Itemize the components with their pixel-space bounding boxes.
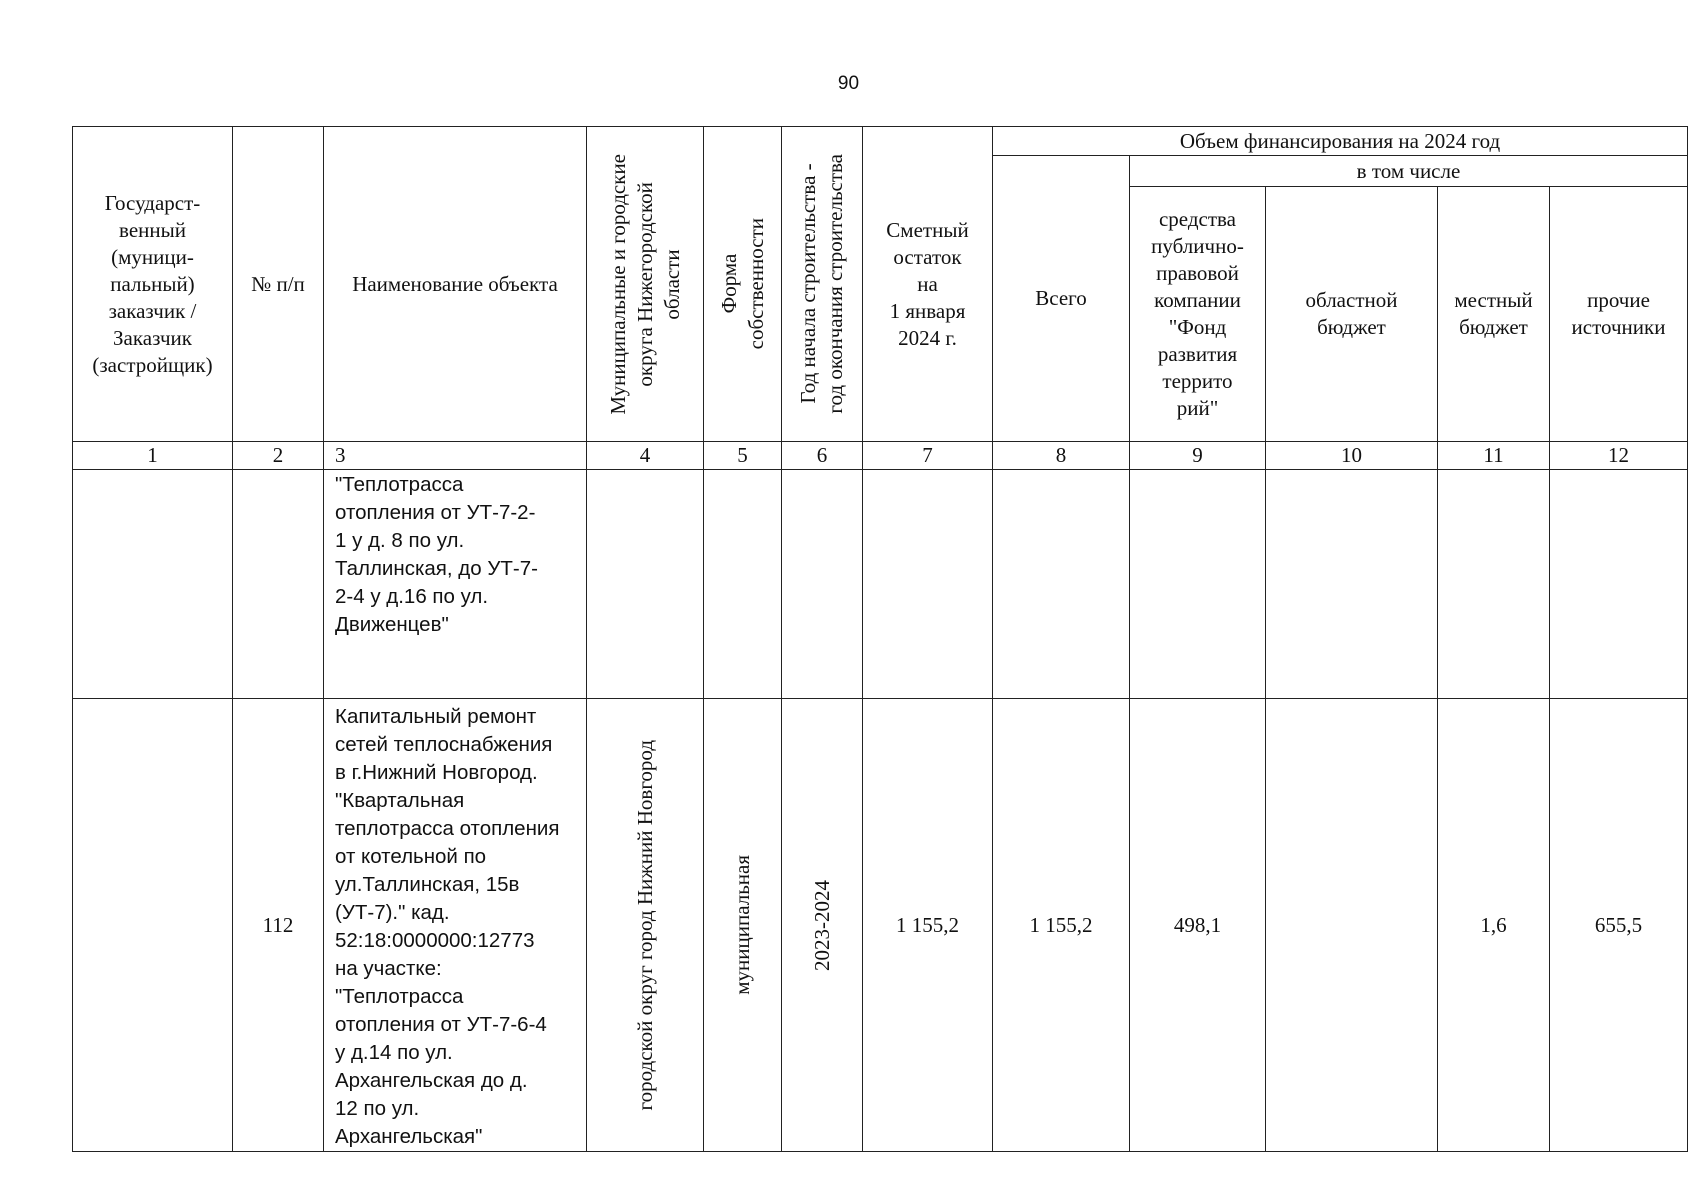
row-local: 1,6: [1438, 699, 1550, 1152]
column-number: 11: [1438, 442, 1550, 470]
header-local: местный бюджет: [1438, 187, 1550, 442]
column-number-row: [73, 442, 1688, 470]
header-other: прочие источники: [1550, 187, 1688, 442]
row-fund: [1130, 470, 1266, 699]
page-number: 90: [837, 73, 860, 94]
row-years-text: 2023-2024: [809, 879, 834, 971]
row-object-name: "Теплотрасса отопления от УТ-7-2- 1 у д. 8 по ул. Таллинская, до УТ-7- 2-4 у д.16 по ул. Движенцев": [324, 470, 587, 699]
header-object-name: Наименование объекта: [324, 127, 587, 442]
header-fund: средства публично- правовой компании "Фонд развития террито рий": [1130, 187, 1266, 442]
column-number: 7: [863, 442, 993, 470]
row-number: [233, 470, 324, 699]
row-ownership: [704, 699, 782, 1152]
column-number: 2: [233, 442, 324, 470]
column-number: 12: [1550, 442, 1688, 470]
row-municipality: [587, 470, 704, 699]
row-other: [1550, 470, 1688, 699]
row-balance: [863, 470, 993, 699]
row-fund: 498,1: [1130, 699, 1266, 1152]
row-local: [1438, 470, 1550, 699]
column-number: 6: [782, 442, 863, 470]
header-ownership-text: Форма собственности: [716, 218, 768, 350]
row-years: [782, 470, 863, 699]
row-number: 112: [233, 699, 324, 1152]
header-balance: Сметный остаток на 1 января 2024 г.: [863, 127, 993, 442]
header-total: Всего: [993, 156, 1130, 442]
row-object-name: Капитальный ремонт сетей теплоснабжения в г.Нижний Новгород. "Квартальная теплотрасса отопления от котельной по ул.Таллинская, 15в (УТ-7)." кад. 52:18:0000000:12773 на участке: "Теплотрасса отопления от УТ-7-6-4 у д.14 по ул. Архангельская до д. 12 по ул. Архангельская": [324, 699, 587, 1152]
row-customer: [73, 699, 233, 1152]
header-funding-group: Объем финансирования на 2024 год: [993, 127, 1688, 156]
row-total: 1 155,2: [993, 699, 1130, 1152]
column-number: 8: [993, 442, 1130, 470]
row-ownership-text: муниципальная: [730, 855, 754, 995]
row-ownership: [704, 470, 782, 699]
row-customer: [73, 470, 233, 699]
header-years-text: Год начала строительства - год окончания строительства: [796, 154, 847, 414]
row-other: 655,5: [1550, 699, 1688, 1152]
financing-table: [72, 126, 1688, 1152]
header-number: № п/п: [233, 127, 324, 442]
row-municipality: [587, 699, 704, 1152]
row-regional: [1266, 699, 1438, 1152]
row-years: [782, 699, 863, 1152]
table-row: [73, 470, 1688, 699]
header-years: [782, 127, 863, 442]
column-number: 4: [587, 442, 704, 470]
header-including: в том числе: [1130, 156, 1688, 187]
column-number: 10: [1266, 442, 1438, 470]
header-row-1: [73, 127, 1688, 156]
row-balance: 1 155,2: [863, 699, 993, 1152]
table-row: [73, 699, 1688, 1152]
header-ownership: [704, 127, 782, 442]
header-municipality: [587, 127, 704, 442]
column-number: 3: [324, 442, 587, 470]
header-municipality-text: Муниципальные и городские округа Нижегородской области: [605, 153, 684, 415]
row-municipality-text: городской округ город Нижний Новгород: [632, 739, 657, 1111]
column-number: 1: [73, 442, 233, 470]
header-regional: областной бюджет: [1266, 187, 1438, 442]
column-number: 5: [704, 442, 782, 470]
header-customer: Государст- венный (муници- пальный) заказчик / Заказчик (застройщик): [73, 127, 233, 442]
row-total: [993, 470, 1130, 699]
column-number: 9: [1130, 442, 1266, 470]
row-regional: [1266, 470, 1438, 699]
